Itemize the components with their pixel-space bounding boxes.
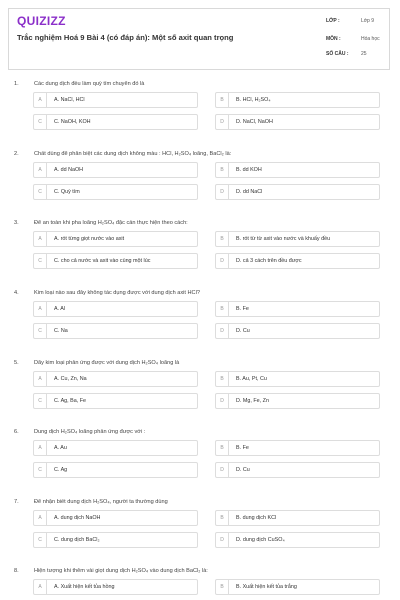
option-text: B. Fe	[236, 306, 249, 312]
option-letter: D	[216, 533, 229, 547]
option-a[interactable]	[33, 162, 198, 178]
option-c[interactable]	[33, 532, 198, 548]
question-number: 8.	[14, 568, 19, 574]
option-b[interactable]	[215, 579, 380, 595]
question-3	[14, 220, 384, 282]
option-letter: D	[216, 463, 229, 477]
option-c[interactable]	[33, 253, 198, 269]
option-letter: C	[34, 324, 47, 338]
question-number: 1.	[14, 81, 19, 87]
option-text: C. Ag, Ba, Fe	[54, 398, 87, 404]
question-text: Dãy kim loại phản ứng được với dung dịch H₂SO₄ loãng là	[34, 360, 180, 366]
option-c[interactable]	[33, 462, 198, 478]
option-text: D. NaCl, NaOH	[236, 119, 273, 125]
option-text: D. cả 3 cách trên đều được	[236, 258, 302, 264]
option-letter: D	[216, 115, 229, 129]
question-5	[14, 360, 384, 422]
option-b[interactable]	[215, 440, 380, 456]
option-text: A. NaCl, HCl	[54, 97, 85, 103]
option-text: B. dung dịch KCl	[236, 515, 277, 521]
question-number: 5.	[14, 360, 19, 366]
question-count-label: SỐ CÂU :	[326, 51, 349, 57]
option-text: C. Quỳ tím	[54, 189, 80, 195]
option-letter: C	[34, 394, 47, 408]
option-a[interactable]	[33, 579, 198, 595]
question-6	[14, 429, 384, 491]
option-a[interactable]	[33, 231, 198, 247]
question-count-value: 25	[361, 51, 367, 57]
question-7	[14, 499, 384, 561]
question-number: 3.	[14, 220, 19, 226]
option-c[interactable]	[33, 323, 198, 339]
option-a[interactable]	[33, 92, 198, 108]
option-b[interactable]	[215, 510, 380, 526]
option-text: D. Mg, Fe, Zn	[236, 398, 269, 404]
option-letter: A	[34, 93, 47, 107]
option-text: C. NaOH, KOH	[54, 119, 91, 125]
question-text: Kim loại nào sau đây không tác dụng được với dung dịch axit HCl?	[34, 290, 200, 296]
option-letter: A	[34, 232, 47, 246]
question-text: Dung dịch H₂SO₄ loãng phản ứng được với :	[34, 429, 146, 435]
option-text: B. Au, Pt, Cu	[236, 376, 267, 382]
option-d[interactable]	[215, 253, 380, 269]
option-text: C. Na	[54, 328, 68, 334]
question-number: 4.	[14, 290, 19, 296]
option-text: A. Xuất hiện kết tủa hồng	[54, 584, 115, 590]
option-letter: B	[216, 232, 229, 246]
option-d[interactable]	[215, 462, 380, 478]
option-text: B. Fe	[236, 445, 249, 451]
worksheet-header	[8, 8, 390, 70]
question-number: 2.	[14, 151, 19, 157]
option-b[interactable]	[215, 231, 380, 247]
option-letter: B	[216, 93, 229, 107]
question-8	[14, 568, 384, 600]
option-c[interactable]	[33, 393, 198, 409]
question-4	[14, 290, 384, 352]
question-text: Để an toàn khi pha loãng H₂SO₄ đặc cần thực hiện theo cách:	[34, 220, 188, 226]
option-letter: A	[34, 441, 47, 455]
question-text: Các dung dịch đều làm quỳ tím chuyển đỏ là	[34, 81, 145, 87]
option-text: D. Cu	[236, 467, 250, 473]
option-letter: D	[216, 185, 229, 199]
grade-value: Lớp 9	[361, 18, 375, 24]
option-text: A. dung dịch NaOH	[54, 515, 101, 521]
option-d[interactable]	[215, 323, 380, 339]
option-letter: C	[34, 115, 47, 129]
option-text: A. rót từng giọt nước vào axit	[54, 236, 125, 242]
option-d[interactable]	[215, 114, 380, 130]
option-text: C. dung dịch BaCl₂	[54, 537, 100, 543]
option-text: A. Cu, Zn, Na	[54, 376, 87, 382]
option-c[interactable]	[33, 184, 198, 200]
option-letter: D	[216, 394, 229, 408]
option-letter: A	[34, 302, 47, 316]
option-letter: A	[34, 372, 47, 386]
option-text: B. Xuất hiện kết tủa trắng	[236, 584, 297, 590]
quizizz-logo: QUIZIZZ	[17, 14, 66, 28]
option-letter: C	[34, 254, 47, 268]
question-number: 6.	[14, 429, 19, 435]
option-d[interactable]	[215, 532, 380, 548]
option-b[interactable]	[215, 301, 380, 317]
option-text: D. dd NaCl	[236, 189, 263, 195]
option-letter: B	[216, 163, 229, 177]
option-letter: C	[34, 533, 47, 547]
question-text: Để nhận biết dung dịch H₂SO₄, người ta thường dùng	[34, 499, 168, 505]
option-letter: B	[216, 302, 229, 316]
option-text: C. Ag	[54, 467, 68, 473]
option-c[interactable]	[33, 114, 198, 130]
option-text: A. Al	[54, 306, 66, 312]
question-number: 7.	[14, 499, 19, 505]
option-letter: A	[34, 511, 47, 525]
question-2	[14, 151, 384, 213]
option-letter: A	[34, 580, 47, 594]
option-letter: D	[216, 254, 229, 268]
option-letter: B	[216, 511, 229, 525]
subject-label: MÔN :	[326, 36, 341, 42]
option-text: A. Au	[54, 445, 67, 451]
option-b[interactable]	[215, 162, 380, 178]
option-letter: C	[34, 463, 47, 477]
option-text: B. dd KOH	[236, 167, 262, 173]
subject-value: Hóa học	[361, 36, 380, 42]
option-b[interactable]	[215, 371, 380, 387]
question-text: Hiện tượng khi thêm vài giọt dung dịch H₂SO₄ vào dung dịch BaCl₂ là:	[34, 568, 208, 574]
question-1	[14, 81, 384, 143]
option-b[interactable]	[215, 92, 380, 108]
grade-label: LỚP :	[326, 18, 340, 24]
option-letter: D	[216, 324, 229, 338]
option-text: B. HCl, H₂SO₄	[236, 97, 271, 103]
option-letter: B	[216, 580, 229, 594]
option-text: D. dung dịch CuSO₄	[236, 537, 285, 543]
option-a[interactable]	[33, 510, 198, 526]
option-text: B. rót từ từ axit vào nước và khuấy đều	[236, 236, 331, 242]
option-letter: B	[216, 372, 229, 386]
option-letter: B	[216, 441, 229, 455]
option-d[interactable]	[215, 393, 380, 409]
option-letter: C	[34, 185, 47, 199]
option-text: A. dd NaOH	[54, 167, 84, 173]
question-text: Chất dùng để phân biệt các dung dịch không màu : HCl, H₂SO₄ loãng, BaCl₂ là:	[34, 151, 232, 157]
worksheet-title: Trắc nghiệm Hoá 9 Bài 4 (có đáp án): Một số axit quan trọng	[17, 33, 234, 42]
option-a[interactable]	[33, 301, 198, 317]
option-text: D. Cu	[236, 328, 250, 334]
option-a[interactable]	[33, 440, 198, 456]
option-text: C. cho cả nước và axit vào cùng một lúc	[54, 258, 151, 264]
option-a[interactable]	[33, 371, 198, 387]
option-d[interactable]	[215, 184, 380, 200]
option-letter: A	[34, 163, 47, 177]
